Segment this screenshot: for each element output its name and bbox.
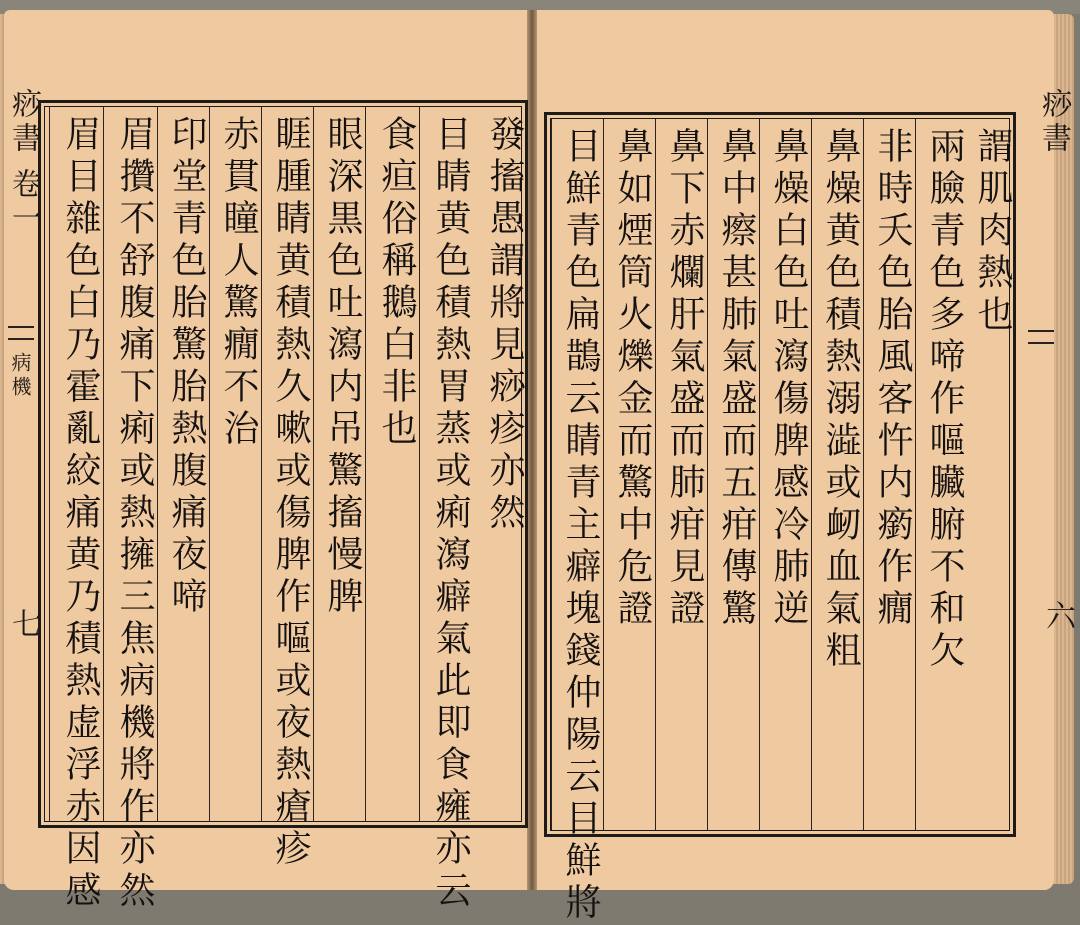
column-text: 驚癇不治	[218, 283, 259, 451]
column-text: 白乃霍亂絞痛黄乃積熱虚浮赤因感	[60, 283, 101, 913]
book-spine	[527, 10, 537, 890]
column-text: 吐瀉傷脾感冷肺逆	[768, 295, 809, 631]
left-margin-page-number: 七	[6, 608, 41, 642]
left-margin-section: 病機	[8, 352, 32, 400]
text-column	[811, 119, 863, 830]
text-column	[365, 107, 419, 821]
left-column-grid	[44, 106, 525, 913]
column-text: 積熱久嗽或傷脾作嘔或夜熱瘡疹	[270, 283, 311, 871]
column-label: 眼深黒色	[322, 115, 363, 283]
column-label: 鼻燥黄色	[820, 127, 861, 295]
column-label: 睚腫睛黄	[270, 115, 311, 283]
left-margin-title: 痧書	[6, 88, 41, 156]
column-text: 肺氣盛而五疳傳驚	[716, 295, 757, 631]
column-text: 發搐愚謂將見痧疹亦然	[484, 115, 525, 535]
text-column	[551, 119, 603, 925]
left-margin-volume: 卷一	[6, 168, 41, 236]
column-text: 積熱溺澁或衂血氣粗	[820, 295, 861, 673]
column-label: 目睛黄色	[430, 115, 471, 283]
fishtail-mark-right	[1028, 322, 1054, 352]
text-column	[603, 119, 655, 830]
text-column	[863, 119, 915, 830]
column-text: 吐瀉内吊驚搐慢脾	[322, 283, 363, 619]
column-label: 兩臉青色	[924, 127, 965, 295]
text-column	[157, 107, 209, 821]
text-column	[707, 119, 759, 830]
column-label: 眉攢不舒	[114, 115, 155, 283]
column-text: 肝氣盛而肺疳見證	[664, 295, 705, 631]
text-column	[915, 119, 967, 830]
column-text: 胎風客忤内瘹作癇	[872, 295, 913, 631]
text-column	[473, 107, 527, 821]
column-label: 鼻燥白色	[768, 127, 809, 295]
column-label: 赤貫瞳人	[218, 115, 259, 283]
text-column	[209, 107, 261, 821]
column-text: 腹痛下痢或熱擁三焦病機將作亦然	[114, 283, 155, 913]
text-column	[967, 119, 1015, 830]
column-text: 食疸俗稱鵝白非也	[376, 115, 417, 451]
text-column	[261, 107, 313, 871]
fishtail-mark-left	[8, 318, 34, 348]
right-margin-title: 痧書	[1036, 88, 1071, 156]
right-margin-page-number: 六	[1040, 600, 1075, 634]
text-column	[49, 107, 103, 913]
column-label: 非時夭色	[872, 127, 913, 295]
column-text: 胎驚胎熱腹痛夜啼	[166, 283, 207, 619]
text-column	[655, 119, 707, 830]
column-text: 扁鵲云睛青主癖塊錢仲陽云目鮮將	[560, 295, 601, 925]
text-column	[759, 119, 811, 830]
column-label: 鼻下赤爛	[664, 127, 705, 295]
column-text: 多啼作嘔臟腑不和欠	[924, 295, 965, 673]
column-label: 鼻如煙筒	[612, 127, 653, 295]
right-column-grid	[550, 118, 1013, 925]
column-label: 印堂青色	[166, 115, 207, 283]
column-text: 謂肌肉熱也	[972, 127, 1013, 337]
column-text: 火爍金而驚中危證	[612, 295, 653, 631]
column-label: 鼻中瘵甚	[716, 127, 757, 295]
left-text-frame	[38, 100, 528, 913]
right-text-frame	[544, 112, 1016, 925]
column-text: 積熱胃蒸或痢瀉癖氣此即食㿈亦云	[430, 283, 471, 913]
text-column	[313, 107, 365, 821]
column-label: 目鮮青色	[560, 127, 601, 295]
text-column	[419, 107, 473, 913]
text-column	[103, 107, 157, 913]
column-label: 眉目雜色	[60, 115, 101, 283]
